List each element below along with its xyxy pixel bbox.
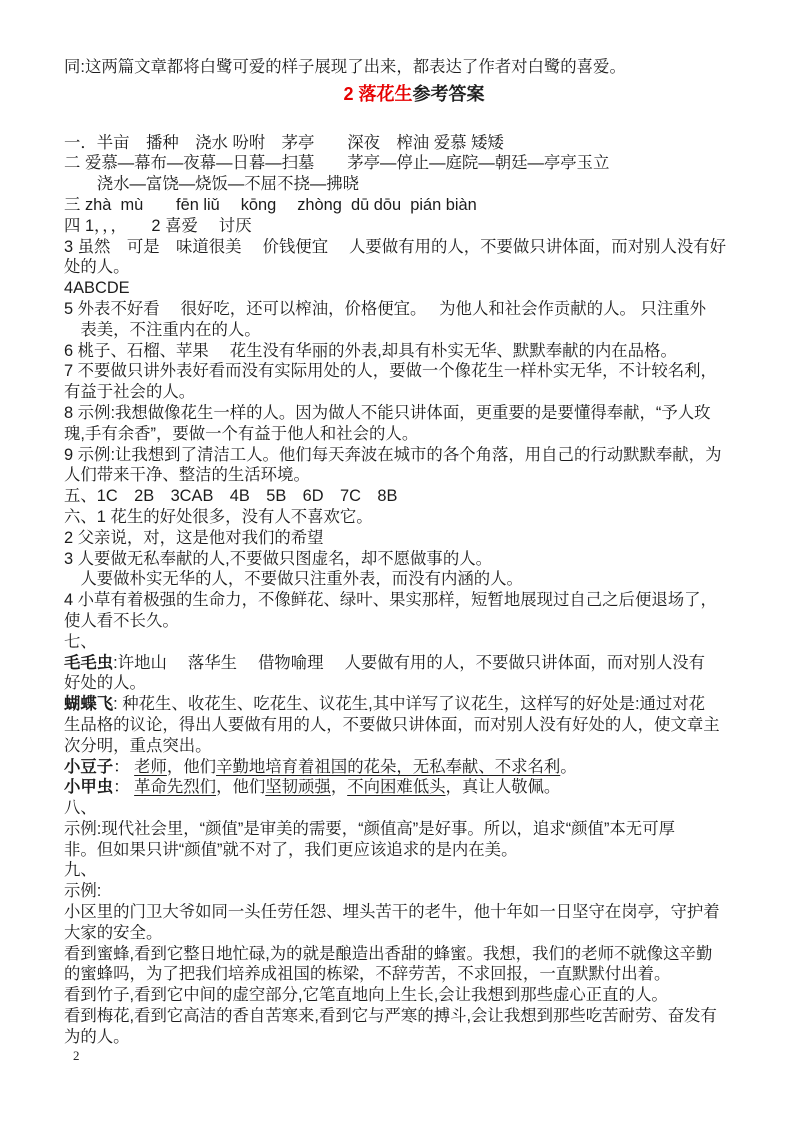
text-segment: 看到蜜蜂,看到它整日地忙碌,为的就是酿造出香甜的蜂蜜。我想，我们的老师不就像这辛勤 — [64, 944, 713, 963]
answer-line-4-6 — [64, 341, 764, 362]
answer-line-7-beetle — [64, 777, 764, 798]
answer-line-4-4 — [64, 278, 764, 299]
answer-line-8 — [64, 798, 764, 819]
answer-line-9-plum — [64, 1006, 764, 1027]
text-segment: 4ABCDE — [64, 279, 130, 298]
text-segment-underline: 革命先烈们 — [134, 778, 217, 797]
text-segment: 有益于社会的人。 — [64, 383, 196, 402]
text-segment-bold: 小豆子 — [64, 757, 114, 776]
text-segment: 人要做朴实无华的人，不要做只注重外表，而没有内涵的人。 — [64, 570, 523, 589]
text-segment: 7 不要做只讲外表好看而没有实际用处的人，要做一个像花生一样朴实无华，不计较名利， — [64, 362, 717, 381]
text-segment: 五、1C 2B 3CAB 4B 5B 6D 7C 8B — [64, 487, 398, 506]
answer-line-7-butterfly-b — [64, 715, 764, 736]
text-segment: 浇水—富饶—烧饭—不屈不挠—拂晓 — [64, 175, 360, 194]
text-segment: 生品格的议论，得出人要做有用的人，不要做只讲体面，而对别人没有好处的人，使文章主 — [64, 715, 720, 734]
answer-line-7-bean — [64, 757, 764, 778]
answer-line-6-2 — [64, 528, 764, 549]
answer-line-9-bee — [64, 944, 764, 965]
answer-line-9-ox — [64, 902, 764, 923]
answer-line-8-example — [64, 819, 764, 840]
text-segment: 七、 — [64, 632, 97, 651]
text-segment: 为的人。 — [64, 1027, 130, 1046]
text-segment: 大家的安全。 — [64, 923, 163, 942]
answer-line-9-bee-b — [64, 964, 764, 985]
text-segment: 八、 — [64, 799, 97, 818]
answer-line-9-example-label — [64, 881, 764, 902]
answer-line-9-bamboo — [64, 985, 764, 1006]
answer-line-4-3b — [64, 257, 764, 278]
text-segment: 好处的人。 — [64, 674, 146, 693]
text-segment: 二 爱慕—幕布—夜幕—日暮—扫墓 茅亭—停止—庭院—朝廷—亭亭玉立 — [64, 154, 610, 173]
answer-line-9-ox-b — [64, 923, 764, 944]
answer-line-7-caterpillar-b — [64, 673, 764, 694]
text-segment: 处的人。 — [64, 258, 130, 277]
text-segment: 6 桃子、石榴、苹果 花生没有华丽的外表,却具有朴实无华、默默奉献的内在品格。 — [64, 341, 677, 360]
text-segment: 六、1 花生的好处很多，没有人不喜欢它。 — [64, 507, 373, 526]
answer-title — [64, 82, 764, 106]
answer-line-4-5 — [64, 299, 764, 320]
answer-line-1 — [64, 133, 764, 154]
answer-line-9 — [64, 860, 764, 881]
text-segment: 的蜜蜂吗，为了把我们培养成祖国的栋梁，不辞劳苦，不求回报，一直默默付出着。 — [64, 965, 671, 984]
answer-line-4-7b — [64, 382, 764, 403]
answer-line-4-3 — [64, 237, 764, 258]
text-segment: 3 人要做无私奉献的人,不要做只图虚名，却不愿做事的人。 — [64, 549, 492, 568]
text-segment: 次分明，重点突出。 — [64, 736, 212, 755]
text-segment: 参考答案 — [412, 83, 485, 104]
answer-line-2 — [64, 153, 764, 174]
text-segment: : 种花生、收花生、吃花生、议花生,其中详写了议花生，这样写的好处是:通过对花 — [113, 695, 706, 714]
text-segment: 同:这两篇文章都将白鹭可爱的样子展现了出来，都表达了作者对白鹭的喜爱。 — [64, 58, 626, 76]
text-segment: 一．半亩 播种 浇水 吩咐 茅亭 深夜 榨油 爱慕 矮矮 — [64, 133, 504, 152]
text-segment: :许地山 落华生 借物喻理 人要做有用的人，不要做只讲体面，而对别人没有 — [113, 653, 706, 672]
answer-line-6-1 — [64, 507, 764, 528]
text-segment: 表美，不注重内在的人。 — [64, 320, 261, 339]
blank-line — [64, 112, 764, 133]
answer-line-4 — [64, 216, 764, 237]
text-segment: 四 1，，， 2 喜爱 讨厌 — [64, 216, 252, 235]
text-segment-bold: 蝴蝶飞 — [64, 695, 114, 714]
answer-line-8-example-b — [64, 840, 764, 861]
answer-line-6-3 — [64, 549, 764, 570]
text-segment: ： — [113, 757, 135, 776]
text-segment: 小区里的门卫大爷如同一头任劳任怨、埋头苦干的老牛，他十年如一日坚守在岗亭，守护着 — [64, 903, 720, 922]
text-segment: 2 父亲说，对，这是他对我们的希望 — [64, 528, 324, 547]
text-segment: 3 虽然 可是 味道很美 价钱便宜 人要做有用的人，不要做只讲体面，而对别人没有好 — [64, 237, 727, 256]
text-segment: ， — [330, 778, 348, 797]
text-segment: 三 zhà mù fēn liǔ kōng zhòng dū dōu pián biàn — [64, 195, 477, 214]
text-segment: 使人看不长久。 — [64, 611, 179, 630]
answer-line-4-9b — [64, 465, 764, 486]
document-content — [64, 57, 764, 1048]
answer-line-2b — [64, 174, 764, 195]
answer-line-5 — [64, 486, 764, 507]
text-segment: 4 小草有着极强的生命力，不像鲜花、绿叶、果实那样，短暂地展现过自己之后便退场了， — [64, 591, 717, 610]
text-segment: 看到梅花,看到它高洁的香自苦寒来,看到它与严寒的搏斗,会让我想到那些吃苦耐劳、奋发有 — [64, 1007, 717, 1026]
text-segment: 瑰,手有余香”，要做一个有益于他人和社会的人。 — [64, 424, 419, 443]
answer-line-7-butterfly-c — [64, 736, 764, 757]
page-number: 2 — [73, 1048, 80, 1063]
answer-line-4-9 — [64, 445, 764, 466]
answer-line-7 — [64, 632, 764, 653]
text-segment-bold: 毛毛虫 — [64, 653, 114, 672]
answer-line-9-plum-b — [64, 1027, 764, 1048]
intro-line — [64, 57, 764, 78]
text-segment: ，他们 — [216, 778, 266, 797]
text-segment: 看到竹子,看到它中间的虚空部分,它笔直地向上生长,会让我想到那些虚心正直的人。 — [64, 986, 668, 1005]
answer-line-3 — [64, 195, 764, 216]
text-segment: ： — [113, 778, 135, 797]
text-segment-underline: 坚韧顽强 — [265, 778, 331, 797]
text-segment: 。 — [560, 757, 577, 776]
text-segment-underline: 辛勤地培育着祖国的花朵，无私奉献、不求名利 — [216, 757, 561, 776]
text-segment: 人们带来干净、整洁的生活环境。 — [64, 466, 310, 485]
text-segment-underline: 不向困难低头 — [347, 778, 446, 797]
answer-line-6-3b — [64, 569, 764, 590]
text-segment: 示例:现代社会里，“颜值”是审美的需要，“颜值高”是好事。所以，追求“颜值”本无可厚 — [64, 819, 675, 838]
text-segment-bold: 小甲虫 — [64, 778, 114, 797]
text-segment: 9 示例:让我想到了清洁工人。他们每天奔波在城市的各个角落，用自己的行动默默奉献，为 — [64, 445, 722, 464]
answer-line-6-4b — [64, 611, 764, 632]
answer-line-7-butterfly — [64, 694, 764, 715]
text-segment: 示例: — [64, 882, 102, 901]
answer-line-4-8 — [64, 403, 764, 424]
text-segment-red: 2 落花生 — [343, 83, 413, 104]
text-segment: ，他们 — [166, 757, 217, 776]
text-segment-underline: 老师 — [134, 757, 167, 776]
answer-line-4-7 — [64, 361, 764, 382]
answer-line-4-5b — [64, 320, 764, 341]
text-segment: 非。但如果只讲“颜值”就不对了，我们更应该追求的是内在美。 — [64, 840, 518, 859]
text-segment: 5 外表不好看 很好吃，还可以榨油，价格便宜。 为他人和社会作贡献的人。 只注重外 — [64, 299, 706, 318]
answer-line-6-4 — [64, 590, 764, 611]
text-segment: 九、 — [64, 861, 97, 880]
text-segment: ，真让人敬佩。 — [445, 778, 561, 797]
answer-line-4-8b — [64, 424, 764, 445]
text-segment: 8 示例:我想做像花生一样的人。因为做人不能只讲体面，更重要的是要懂得奉献，“予人玫 — [64, 403, 711, 422]
answer-line-7-caterpillar — [64, 653, 764, 674]
